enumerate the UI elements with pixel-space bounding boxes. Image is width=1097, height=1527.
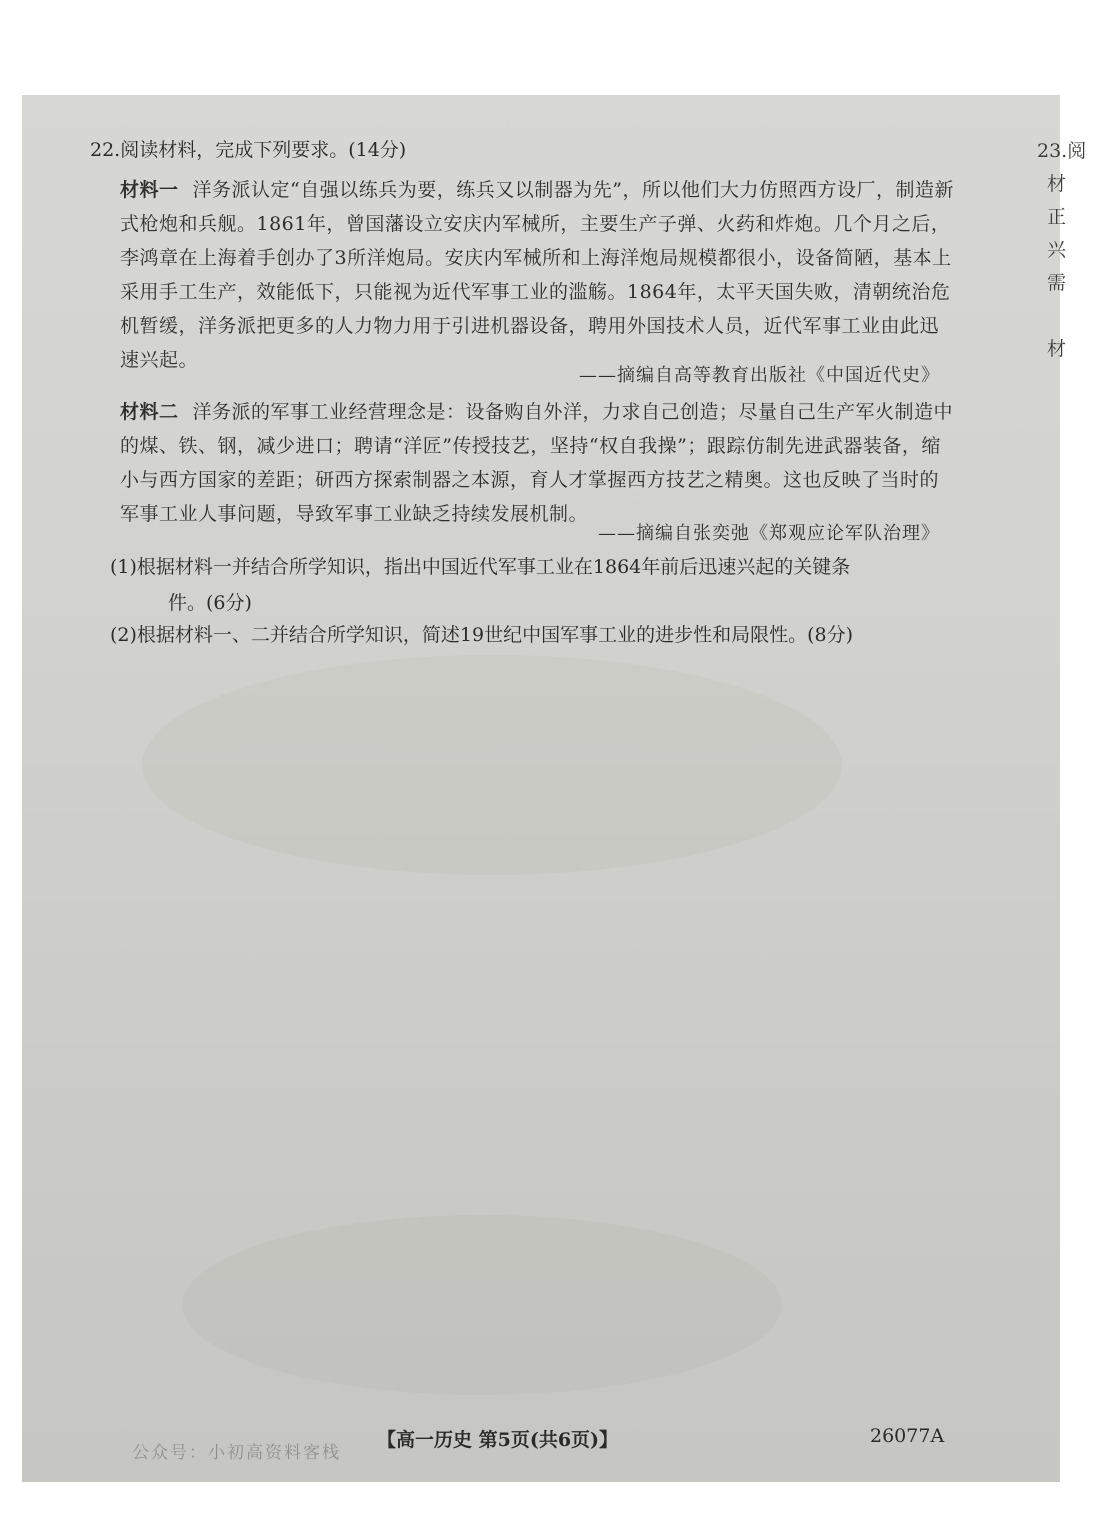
next-question-number: 23.阅 [1037, 140, 1087, 162]
exam-code: 26077A [870, 1425, 945, 1447]
fragment-char: 兴 [1047, 239, 1067, 261]
sub-question-1-line1: (1)根据材料一并结合所学知识，指出中国近代军事工业在1864年前后迅速兴起的关键条 [110, 556, 851, 578]
material-two-text: 洋务派的军事工业经营理念是：设备购自外洋，力求自己创造；尽量自己生产军火制造中的煤、铁、钢，减少进口；聘请“洋匠”传授技艺，坚持“权自我操”；跟踪仿制先进武器装备，缩小与西方国家的差距；研西方探索制器之本源，育人才掌握西方技艺之精奥。这也反映了当时的军事工业人事问题，导致军事工业缺乏持续发展机制。 [120, 401, 954, 525]
sub-question-1 [110, 549, 970, 621]
fragment-char: 材 [1047, 338, 1067, 360]
question-title: 22.阅读材料，完成下列要求。(14分) [90, 139, 407, 161]
page-number: 【高一历史 第5页(共6页)】 [377, 1429, 619, 1451]
fragment-char: 需 [1047, 272, 1067, 294]
exam-page-photo [22, 95, 1087, 1482]
bleed-through-shadow [142, 655, 842, 875]
sub-question-2: (2)根据材料一、二并结合所学知识，简述19世纪中国军事工业的进步性和局限性。(8分) [110, 624, 854, 646]
material-two-source: ——摘编自张奕弛《郑观应论军队治理》 [598, 523, 940, 544]
material-one-label: 材料一 [120, 179, 179, 201]
watermark: 公众号：小初高资料客栈 [132, 1443, 341, 1463]
fragment-char: 正 [1047, 206, 1067, 228]
material-two-label: 材料二 [120, 401, 179, 423]
material-one-source: ——摘编自高等教育出版社《中国近代史》 [579, 365, 940, 386]
material-two [120, 395, 958, 531]
material-one-text: 洋务派认定“自强以练兵为要，练兵又以制器为先”，所以他们大力仿照西方设厂，制造新式枪炮和兵舰。1861年，曾国藩设立安庆内军械所，主要生产子弹、火药和炸炮。几个月之后，李鸿章在上海着手创办了3所洋炮局。安庆内军械所和上海洋炮局规模都很小，设备简陋，基本上采用手工生产，效能低下，只能视为近代军事工业的滥觞。1864年，太平天国失败，清朝统治危机暂缓，洋务派把更多的人力物力用于引进机器设备，聘用外国技术人员，近代军事工业由此迅速兴起。 [120, 179, 954, 371]
bleed-through-shadow [182, 1215, 782, 1395]
sub-question-1-line2: 件。(6分) [168, 592, 252, 614]
next-question-fragment [1037, 135, 1097, 435]
material-one [120, 173, 958, 377]
fragment-char: 材 [1047, 173, 1067, 195]
